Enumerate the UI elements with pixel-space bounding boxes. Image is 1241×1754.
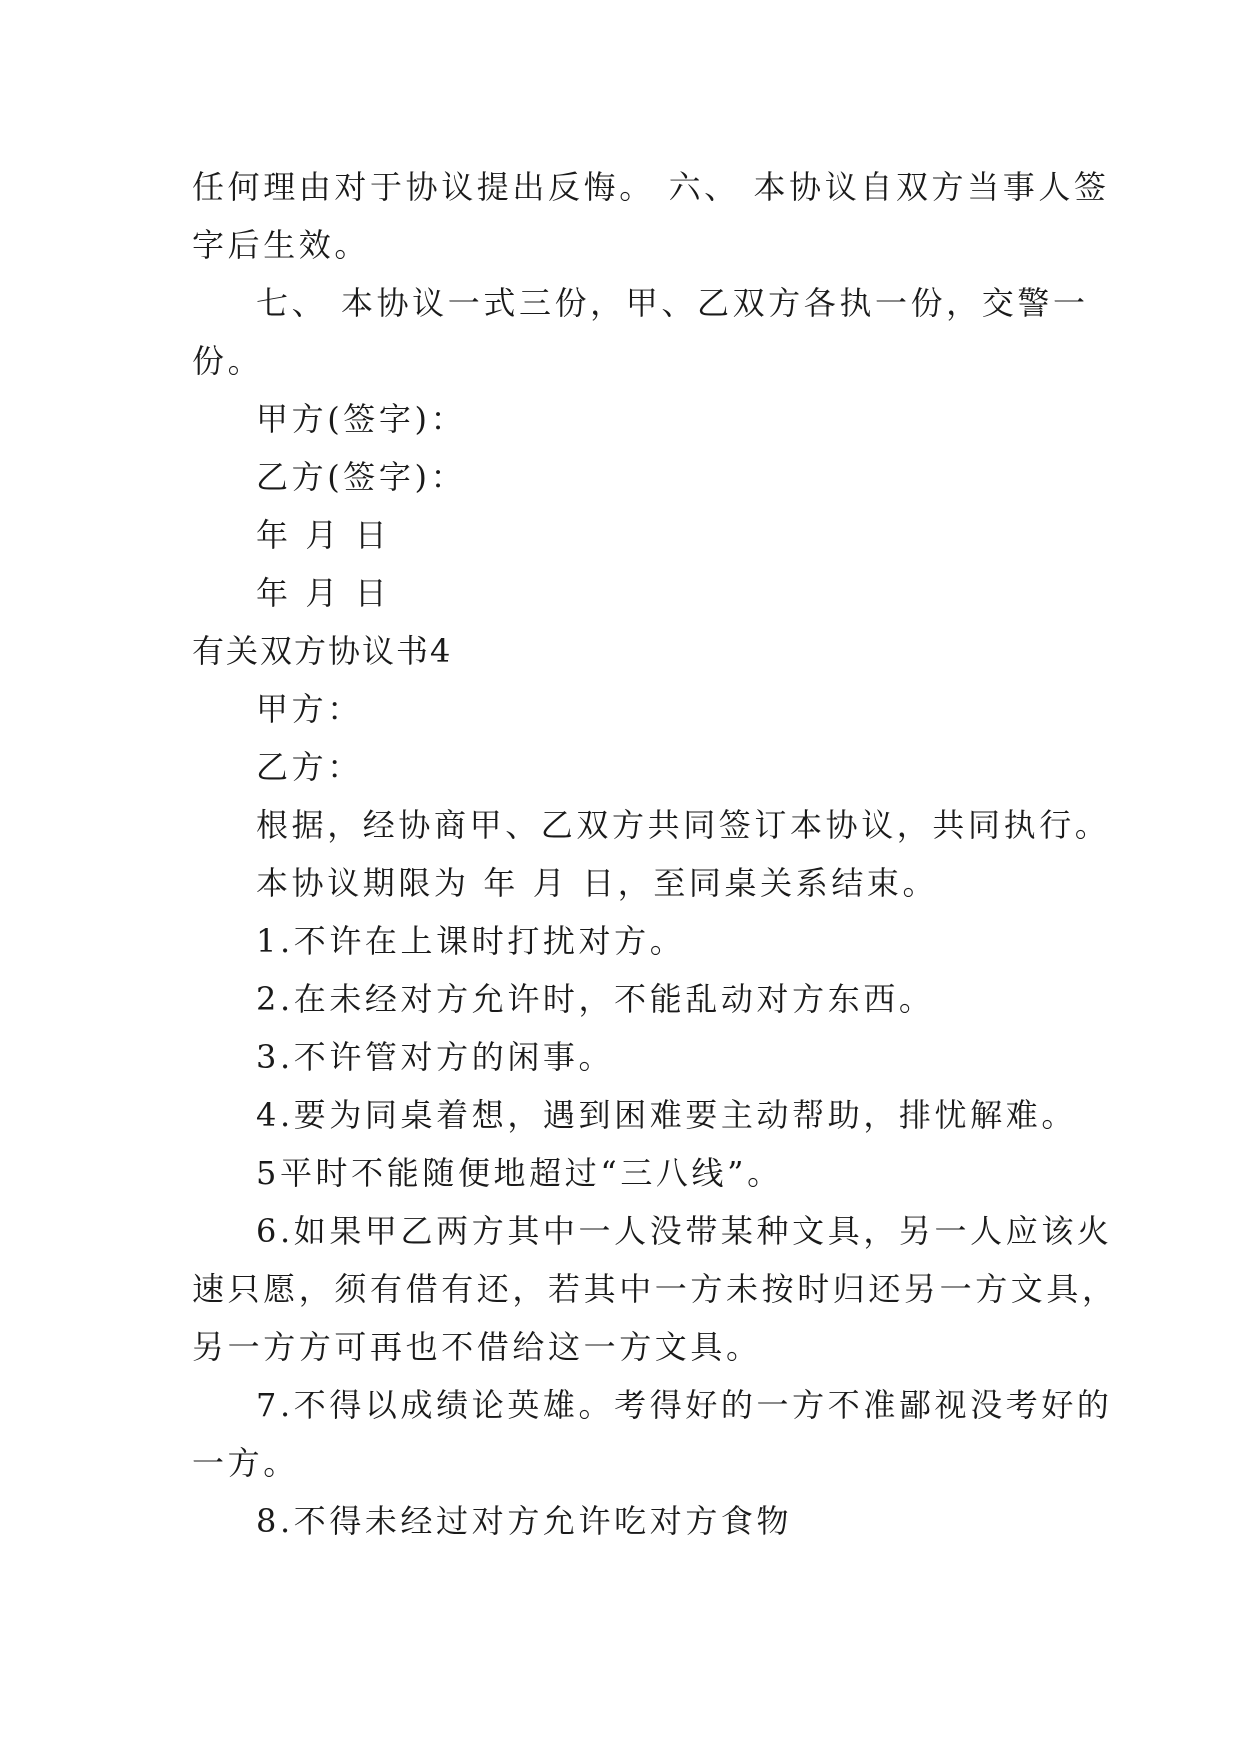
document-body: [192, 158, 1118, 1550]
clause-line: 7.不得以成绩论英雄。考得好的一方不准鄙视没考好的: [256, 1386, 1113, 1424]
paragraph-line: 根据，经协商甲、乙双方共同签订本协议，共同执行。: [256, 806, 1111, 844]
clause-line: 5平时不能随便地超过“三八线”。: [256, 1154, 783, 1192]
party-b-line: 乙方：: [256, 748, 363, 786]
paragraph-line: 任何理由对于协议提出反悔。 六、 本协议自双方当事人签: [192, 168, 1110, 206]
paragraph-line: 份。: [192, 342, 264, 380]
clause-line: 另一方方可再也不借给这一方文具。: [192, 1328, 762, 1366]
clause-line: 1.不许在上课时打扰对方。: [256, 922, 686, 960]
clause-line: 8.不得未经过对方允许吃对方食物: [256, 1502, 793, 1540]
clause-line: 3.不许管对方的闲事。: [256, 1038, 615, 1076]
paragraph-line: 七、 本协议一式三份，甲、乙双方各执一份，交警一: [256, 284, 1089, 322]
party-b-signature-line: 乙方(签字)：: [256, 458, 467, 496]
clause-line: 6.如果甲乙两方其中一人没带某种文具，另一人应该火: [256, 1212, 1113, 1250]
date-line: 年 月 日: [256, 516, 391, 554]
clause-line: 一方。: [192, 1444, 299, 1482]
clause-line: 速只愿，须有借有还，若其中一方未按时归还另一方文具，: [192, 1270, 1118, 1308]
party-a-line: 甲方：: [256, 690, 363, 728]
clause-line: 2.在未经对方允许时，不能乱动对方东西。: [256, 980, 935, 1018]
clause-line: 4.要为同桌着想，遇到困难要主动帮助，排忧解难。: [256, 1096, 1077, 1134]
party-a-signature-line: 甲方(签字)：: [256, 400, 467, 438]
paragraph-line: 字后生效。: [192, 226, 371, 264]
paragraph-line: 本协议期限为 年 月 日，至同桌关系结束。: [256, 864, 939, 902]
date-line: 年 月 日: [256, 574, 391, 612]
section-heading: 有关双方协议书4: [192, 632, 453, 670]
